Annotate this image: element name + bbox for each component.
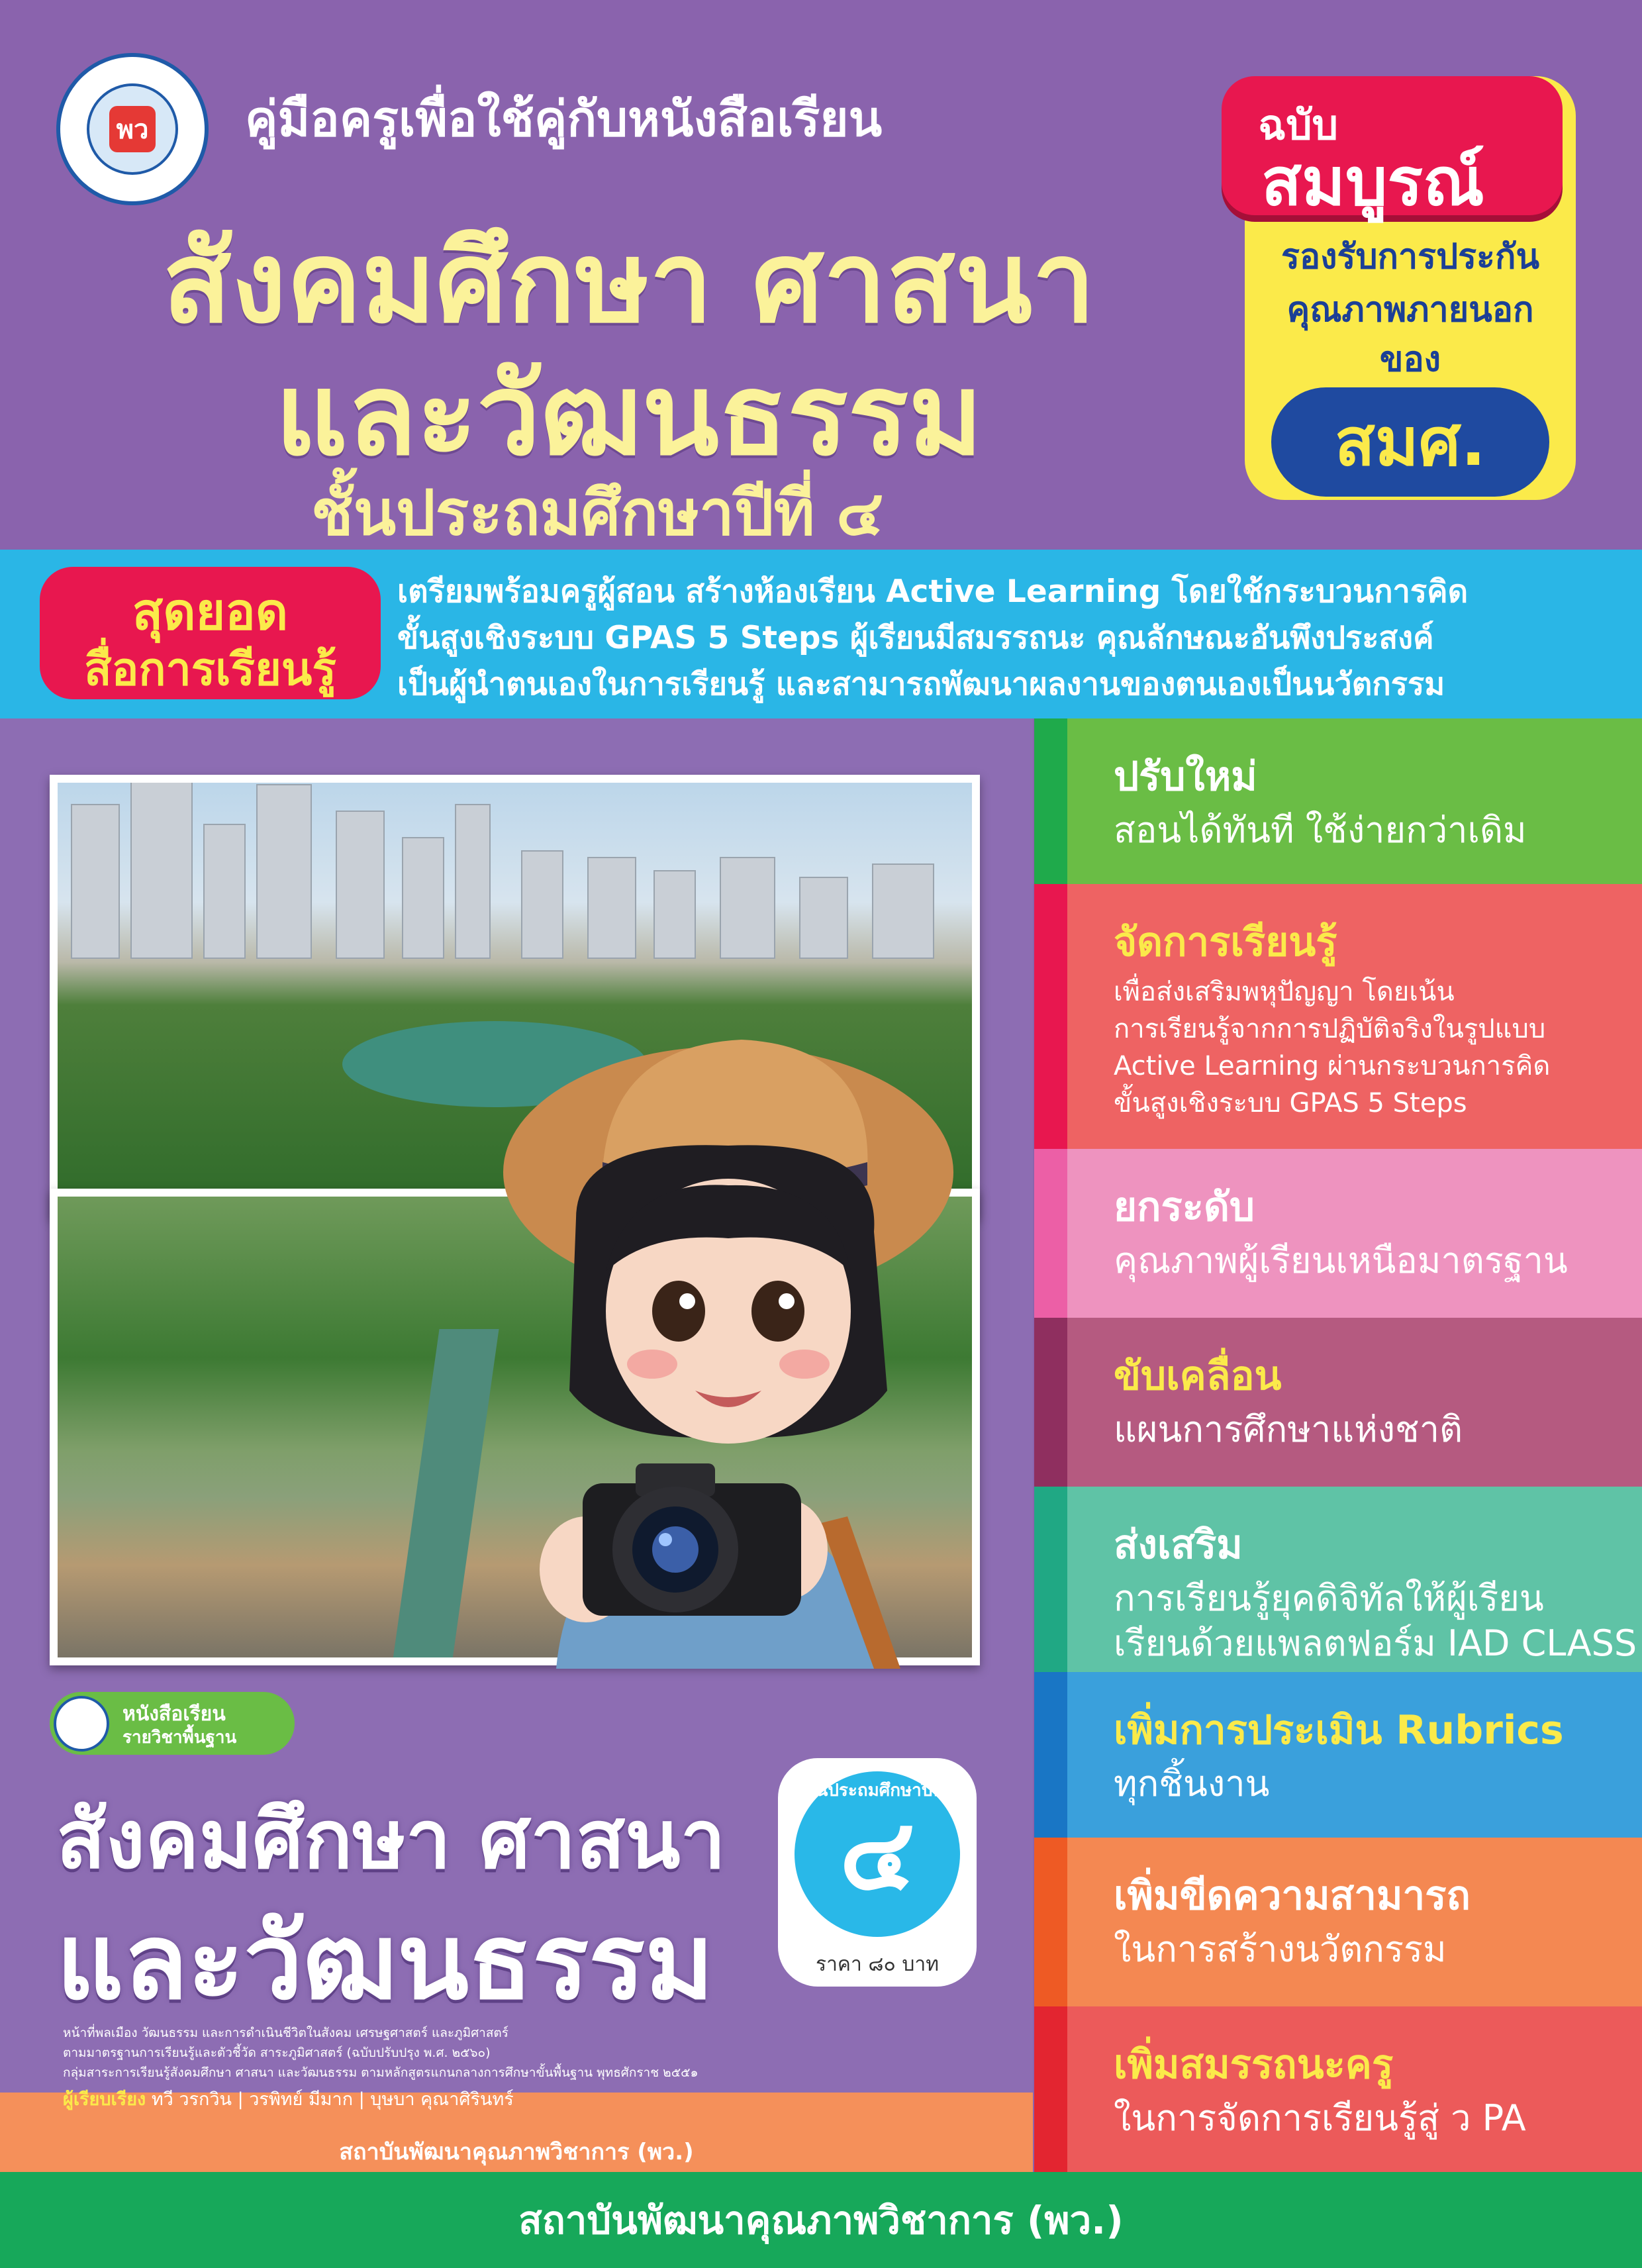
feature-panel-heading: เพิ่มการประเมิน Rubrics [1114, 1707, 1564, 1753]
authors-label: ผู้เรียบเรียง [63, 2089, 146, 2110]
publisher-footer [0, 2172, 1642, 2268]
cover-fine-print-2: ตามมาตรฐานการเรียนรู้และตัวชี้วัด สาระภูมิศาสตร์ (ฉบับปรับปรุง พ.ศ. ๒๕๖๐) [63, 2046, 491, 2060]
feature-panel-heading: ปรับใหม่ [1114, 754, 1257, 800]
authors-line [63, 2085, 514, 2113]
grade-number: ๔ [795, 1771, 960, 1937]
building [203, 824, 246, 959]
feature-panel [1034, 1672, 1642, 1838]
building [587, 857, 636, 959]
badge-text-line3: ของ [1379, 340, 1441, 379]
feature-panel [1034, 884, 1642, 1149]
feature-panel-line: แผนการศึกษาแห่งชาติ [1114, 1408, 1463, 1450]
feature-panel [1034, 1149, 1642, 1318]
book-title-line2: และวัฒนธรรม [275, 350, 983, 481]
feature-panel [1034, 1487, 1642, 1672]
publisher-name: สถาบันพัฒนาคุณภาพวิชาการ (พว.) [518, 2198, 1124, 2243]
highlight-desc-line2: ขั้นสูงเชิงระบบ GPAS 5 Steps ผู้เรียนมีสมรรถนะ คุณลักษณะอันพึงประสงค์ [397, 620, 1434, 656]
feature-panel [1034, 718, 1642, 884]
feature-panel-line: เรียนด้วยแพลตฟอร์ม IAD CLASS [1114, 1622, 1637, 1664]
building [720, 857, 775, 959]
highlight-pill-line2: สื่อการเรียนรู้ [84, 644, 336, 696]
building [799, 877, 848, 959]
grade-level: ชั้นประถมศึกษาปีที่ ๔ [311, 477, 884, 550]
feature-panel-edge [1034, 2006, 1067, 2172]
textbook-label-line1: หนังสือเรียน [122, 1702, 226, 1726]
price-label: ราคา ๘๐ บาท [815, 1953, 940, 1976]
feature-panel-edge [1034, 1318, 1067, 1487]
feature-panel-heading: ขับเคลื่อน [1114, 1353, 1282, 1399]
feature-panel [1034, 1838, 1642, 2006]
feature-panel-line: ทุกชิ้นงาน [1114, 1763, 1270, 1804]
feature-panel-line: การเรียนรู้จากการปฏิบัติจริงในรูปแบบ [1114, 1014, 1546, 1044]
agency-badge: สมศ. [1271, 387, 1549, 497]
building [71, 804, 120, 959]
feature-panel-heading: ยกระดับ [1114, 1184, 1255, 1230]
feature-panel-line: สอนได้ทันที ใช้ง่ายกว่าเดิม [1114, 809, 1527, 851]
textbook-label-line2: รายวิชาพื้นฐาน [122, 1728, 237, 1748]
logo-emblem [87, 83, 178, 175]
feature-panel-line: ในการจัดการเรียนรู้สู่ ว PA [1114, 2097, 1526, 2139]
feature-panel-heading: จัดการเรียนรู้ [1114, 919, 1337, 965]
feature-panel-line: คุณภาพผู้เรียนเหนือมาตรฐาน [1114, 1240, 1568, 1281]
cover-publisher: สถาบันพัฒนาคุณภาพวิชาการ (พว.) [339, 2139, 694, 2165]
logo-mark: พว [109, 106, 156, 152]
feature-panel-edge [1034, 1487, 1067, 1672]
cover-fine-print-3: กลุ่มสาระการเรียนรู้สังคมศึกษา ศาสนา และวัฒนธรรม ตามหลักสูตรแกนกลางการศึกษาขั้นพื้นฐาน พุทธศักราช ๒๕๕๑ [63, 2065, 699, 2080]
book-title-line1: สังคมศึกษา ศาสนา [162, 217, 1096, 348]
authors-names: ทวี วรกวิน | วรพิทย์ มีมาก | บุษบา คุณาศิรินทร์ [151, 2089, 514, 2110]
institute-logo [56, 53, 209, 205]
building [336, 811, 385, 959]
highlight-desc-line3: เป็นผู้นำตนเองในการเรียนรู้ และสามารถพัฒนาผลงานของตนเองเป็นนวัตกรรม [397, 666, 1445, 703]
building [455, 804, 491, 959]
feature-panel-edge [1034, 718, 1067, 884]
textbook-label [50, 1692, 295, 1755]
girl-with-camera-illustration [477, 1020, 953, 1669]
cover-title-line2: และวัฒนธรรม [56, 1901, 714, 2023]
edition-label-big: สมบูรณ์ [1261, 143, 1484, 221]
feature-panel-edge [1034, 884, 1067, 1149]
cover-title-line1: สังคมศึกษา ศาสนา [56, 1793, 726, 1887]
grade-badge [778, 1758, 977, 1987]
building [130, 775, 193, 959]
feature-panel-heading: ส่งเสริม [1114, 1522, 1243, 1568]
feature-panel-heading: เพิ่มขีดความสามารถ [1114, 1873, 1471, 1919]
feature-panel-edge [1034, 1149, 1067, 1318]
building [256, 784, 312, 959]
feature-panel [1034, 2006, 1642, 2172]
building [521, 850, 563, 959]
highlight-desc-line1: เตรียมพร้อมครูผู้สอน สร้างห้องเรียน Active Learning โดยใช้กระบวนการคิด [397, 573, 1469, 610]
feature-panel-line: เพื่อส่งเสริมพหุปัญญา โดยเน้น [1114, 977, 1455, 1007]
highlight-pill-line1: สุดยอด [132, 582, 289, 641]
feature-panel-edge [1034, 1838, 1067, 2006]
header-subtitle: คู่มือครูเพื่อใช้คู่กับหนังสือเรียน [245, 91, 883, 148]
feature-panel [1034, 1318, 1642, 1487]
cover-fine-print-1: หน้าที่พลเมือง วัฒนธรรม และการดำเนินชีวิตในสังคม เศรษฐศาสตร์ และภูมิศาสตร์ [63, 2026, 508, 2040]
textbook-logo-icon [54, 1696, 109, 1751]
building [653, 870, 696, 959]
highlight-pill [40, 567, 381, 699]
feature-panel-line: ในการสร้างนวัตกรรม [1114, 1928, 1447, 1970]
badge-text-line2: คุณภาพภายนอก [1286, 290, 1534, 330]
feature-panel-heading: เพิ่มสมรรถนะครู [1114, 2042, 1394, 2088]
feature-panel-edge [1034, 1672, 1067, 1838]
building [402, 837, 444, 959]
feature-panel-line: ขั้นสูงเชิงระบบ GPAS 5 Steps [1114, 1088, 1467, 1118]
building [872, 863, 934, 959]
badge-text-line1: รองรับการประกัน [1281, 237, 1539, 277]
feature-panel-line: การเรียนรู้ยุคดิจิทัลให้ผู้เรียน [1114, 1577, 1544, 1619]
edition-label-small: ฉบับ [1258, 101, 1338, 149]
feature-panel-line: Active Learning ผ่านกระบวนการคิด [1114, 1051, 1551, 1081]
grade-arc-label: ชั้นประถมศึกษาปีที่ [804, 1781, 944, 1800]
